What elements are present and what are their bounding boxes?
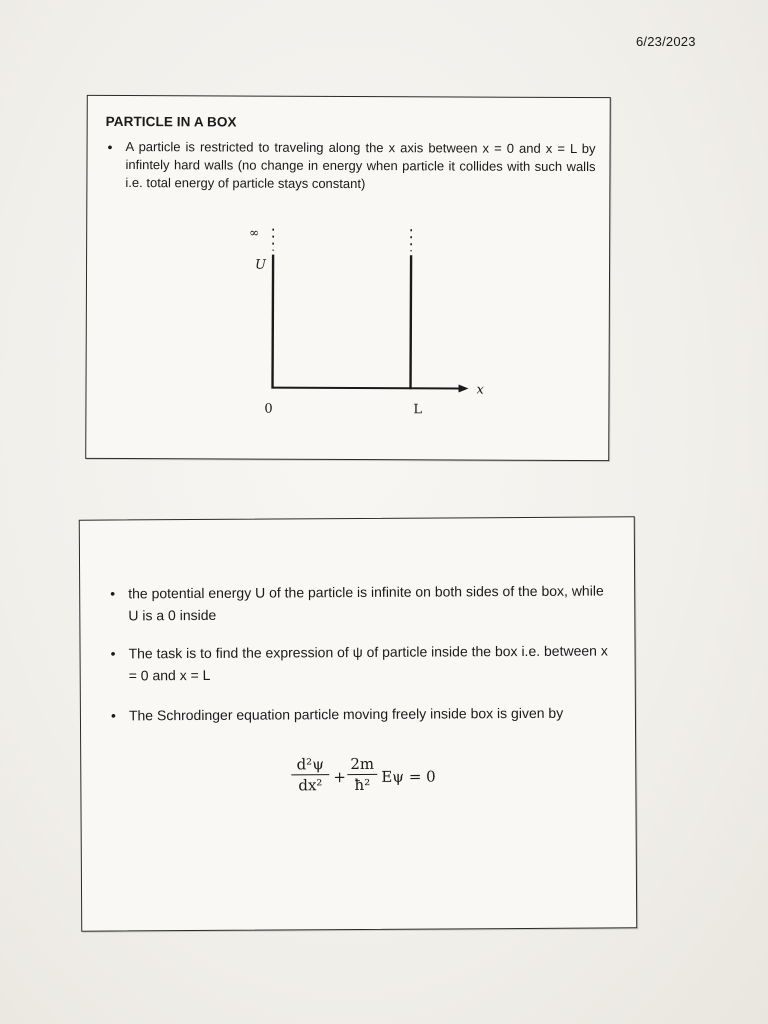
- fraction-2m-hbar2: [347, 755, 377, 794]
- axis-label-x: x: [476, 382, 484, 398]
- plus-operator: +: [333, 768, 346, 787]
- bullet-icon: •: [110, 645, 116, 662]
- bullet-icon: •: [110, 707, 116, 724]
- potential-well-svg: [232, 224, 484, 425]
- bullet-text: The Schrodinger equation particle moving freely inside box is given by: [128, 704, 564, 724]
- fraction-numerator: 2m: [350, 754, 375, 774]
- bullet-item: [107, 138, 596, 194]
- bullet-icon: •: [110, 585, 116, 602]
- bullet-text: The task is to find the expression of ψ of particle inside the box i.e. between x = 0 and x = L: [128, 642, 608, 684]
- slide-particle-in-a-box: [85, 95, 611, 461]
- slide-schrodinger: [79, 516, 638, 931]
- x-axis-arrow-icon: [459, 384, 469, 392]
- fraction-numerator: d²ψ: [296, 755, 324, 774]
- fraction-denominator: ħ²: [354, 775, 371, 795]
- fraction-d2psi-dx2: [291, 755, 329, 794]
- bullet-text: A particle is restricted to traveling along the x axis between x = 0 and x = L by infintely hard walls (no change in energy when particle it collides with such walls i.e. total energy of particle stays constant): [125, 139, 596, 192]
- bullet-item: [110, 701, 609, 726]
- potential-well-diagram: [232, 224, 484, 425]
- bullet-item: [110, 579, 608, 626]
- x-axis: [273, 388, 461, 389]
- wall-label: L: [413, 402, 423, 418]
- slide-title: PARTICLE IN A BOX: [105, 113, 237, 130]
- bullet-item: [110, 639, 608, 686]
- infinity-label: ∞: [249, 225, 260, 240]
- fraction-bar: [347, 774, 377, 775]
- potential-label: U: [255, 257, 267, 273]
- equation-remainder: Eψ = 0: [381, 767, 436, 786]
- bullet-text: the potential energy U of the particle is infinite on both sides of the box, while U is a 0 inside: [128, 582, 604, 624]
- origin-label: 0: [264, 401, 273, 417]
- page-date: 6/23/2023: [636, 34, 696, 49]
- schrodinger-equation: [291, 754, 461, 805]
- fraction-denominator: dx²: [298, 776, 323, 795]
- bullet-icon: •: [107, 138, 113, 155]
- left-wall: [273, 255, 274, 389]
- right-wall: [411, 255, 412, 389]
